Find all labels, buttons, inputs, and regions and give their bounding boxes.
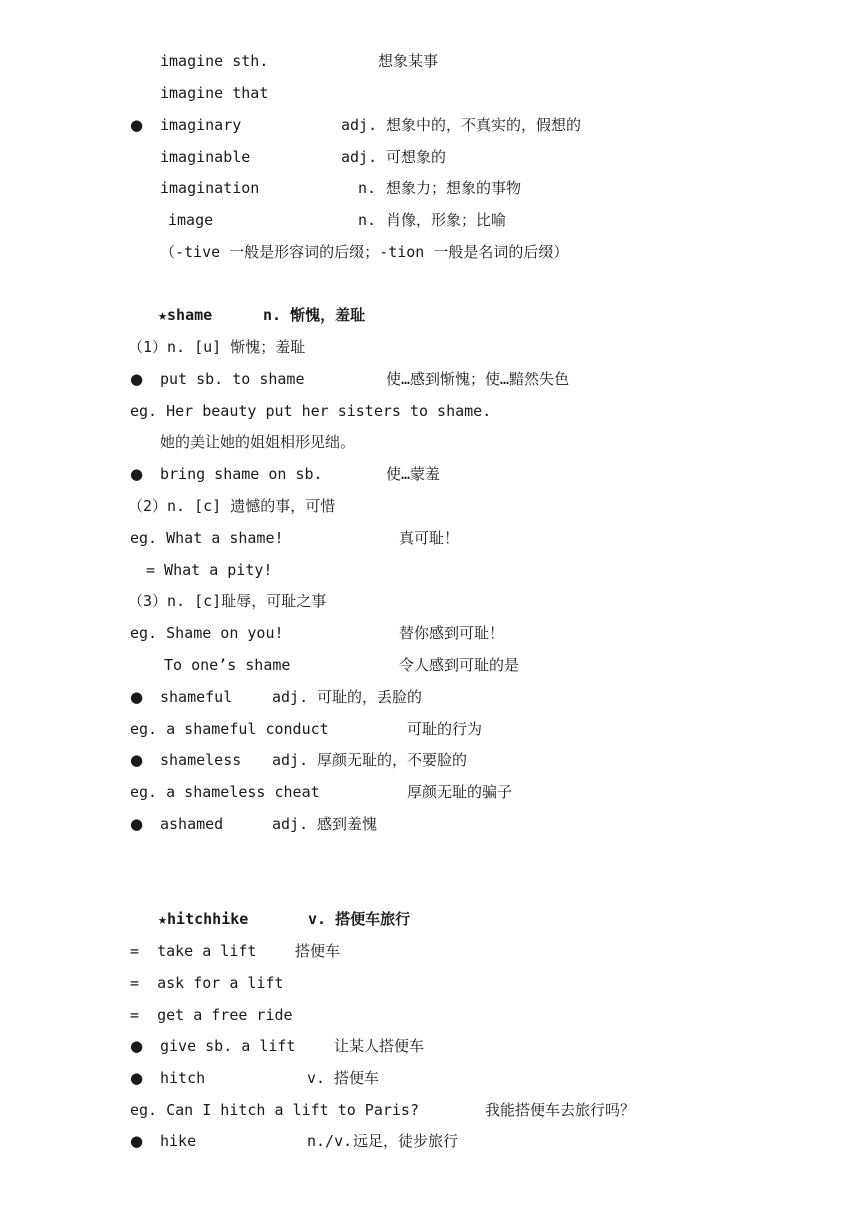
shame-sense-1: （1）n. [u] 惭愧；羞耻 [128, 338, 306, 356]
bullet-icon: ● [130, 116, 144, 134]
image-term: image [168, 211, 214, 229]
shameful-pos: adj. [272, 688, 309, 706]
shameful-meaning: 可耻的，丢脸的 [317, 688, 423, 706]
bring-shame-meaning: 使…蒙羞 [386, 465, 441, 483]
synonym-take-a-lift: = take a lift [130, 942, 257, 960]
example-sentence: eg. Shame on you! [130, 624, 284, 642]
hike-term: hike [160, 1132, 197, 1150]
bullet-icon: ● [130, 815, 144, 833]
imaginary-meaning: 想象中的，不真实的，假想的 [386, 116, 582, 134]
example-sentence: eg. a shameful conduct [130, 720, 329, 738]
hitch-pos: v. [307, 1069, 326, 1087]
shameful-term: shameful [160, 688, 233, 706]
imagine-sth-term: imagine sth. [160, 52, 269, 70]
give-a-lift-term: give sb. a lift [160, 1037, 296, 1055]
hitch-term: hitch [160, 1069, 206, 1087]
put-to-shame-term: put sb. to shame [160, 370, 305, 388]
ashamed-term: ashamed [160, 815, 224, 833]
example-translation: 可耻的行为 [407, 720, 483, 738]
ashamed-meaning: 感到羞愧 [317, 815, 378, 833]
hitchhike-heading-pos: v. 搭便车旅行 [308, 910, 411, 928]
bullet-icon: ● [130, 1037, 144, 1055]
bullet-icon: ● [130, 465, 144, 483]
shame-heading: ★shame [158, 306, 213, 324]
imagine-sth-meaning: 想象某事 [378, 52, 439, 70]
bullet-icon: ● [130, 688, 144, 706]
imagination-meaning: 想象力；想象的事物 [386, 179, 522, 197]
imaginable-meaning: 可想象的 [386, 148, 447, 166]
synonym-ask-for-a-lift: = ask for a lift [130, 974, 284, 992]
shame-sense-3: （3）n. [c]耻辱，可耻之事 [128, 592, 327, 610]
bullet-icon: ● [130, 751, 144, 769]
example-translation: 替你感到可耻！ [399, 624, 505, 642]
example-translation: 我能搭便车去旅行吗？ [485, 1101, 636, 1119]
bullet-icon: ● [130, 370, 144, 388]
suffix-note: （-tive 一般是形容词的后缀；-tion 一般是名词的后缀） [160, 243, 569, 261]
hike-meaning: 远足，徒步旅行 [353, 1132, 459, 1150]
example-sentence: eg. Can I hitch a lift to Paris? [130, 1101, 419, 1119]
imaginary-term: imaginary [160, 116, 242, 134]
shameless-term: shameless [160, 751, 242, 769]
example-translation: 真可耻！ [399, 529, 460, 547]
put-to-shame-meaning: 使…感到惭愧；使…黯然失色 [386, 370, 570, 388]
imagination-pos: n. [358, 179, 377, 197]
example-translation: 厚颜无耻的骗子 [407, 783, 513, 801]
imagination-term: imagination [160, 179, 260, 197]
imaginable-pos: adj. [341, 148, 378, 166]
example-sentence: eg. What a shame! [130, 529, 284, 547]
ashamed-pos: adj. [272, 815, 309, 833]
example-alternative: = What a pity! [146, 561, 273, 579]
example-translation: 令人感到可耻的是 [399, 656, 520, 674]
bring-shame-term: bring shame on sb. [160, 465, 323, 483]
image-pos: n. [358, 211, 377, 229]
hike-pos: n./v. [307, 1132, 353, 1150]
bullet-icon: ● [130, 1132, 144, 1150]
bullet-icon: ● [130, 1069, 144, 1087]
imaginable-term: imaginable [160, 148, 251, 166]
example-sentence: eg. a shameless cheat [130, 783, 320, 801]
synonym-meaning: 搭便车 [295, 942, 341, 960]
imagine-that-term: imagine that [160, 84, 269, 102]
hitchhike-heading: ★hitchhike [158, 910, 249, 928]
imaginary-pos: adj. [341, 116, 378, 134]
shame-heading-pos: n. 惭愧，羞耻 [263, 306, 366, 324]
example-translation: 她的美让她的姐姐相形见绌。 [160, 433, 356, 451]
synonym-get-a-free-ride: = get a free ride [130, 1006, 293, 1024]
shameless-meaning: 厚颜无耻的，不要脸的 [317, 751, 468, 769]
example-sentence: To one’s shame [164, 656, 291, 674]
hitch-meaning: 搭便车 [334, 1069, 380, 1087]
image-meaning: 肖像，形象；比喻 [386, 211, 507, 229]
shameless-pos: adj. [272, 751, 309, 769]
example-sentence: eg. Her beauty put her sisters to shame. [130, 402, 492, 420]
shame-sense-2: （2）n. [c] 遗憾的事，可惜 [128, 497, 336, 515]
give-a-lift-meaning: 让某人搭便车 [334, 1037, 425, 1055]
